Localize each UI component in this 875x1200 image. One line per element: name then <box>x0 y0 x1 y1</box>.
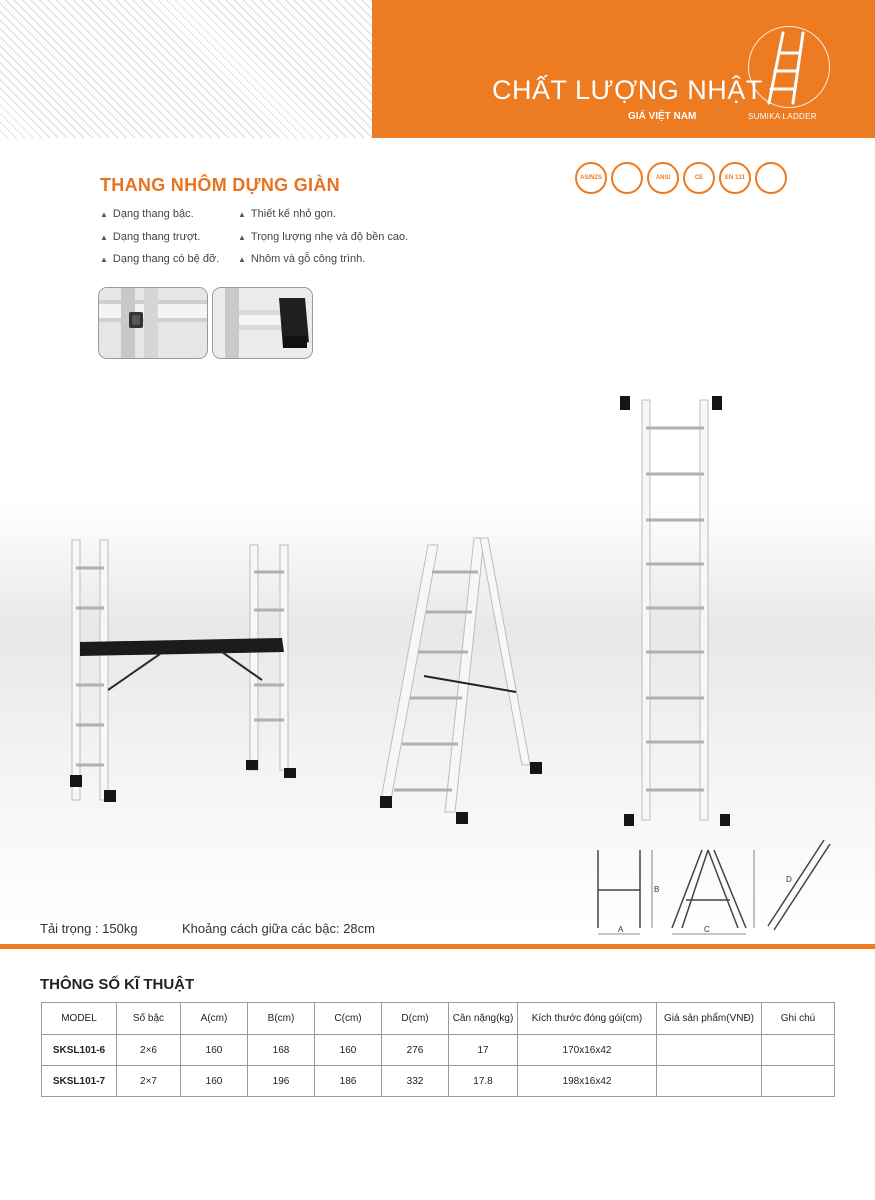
step-spacing: Khoảng cách giữa các bậc: 28cm <box>182 921 375 936</box>
table-cell: 17 <box>449 1035 518 1066</box>
ce-cert-icon: CE <box>683 162 715 194</box>
column-header: Giá sản phẩm(VNĐ) <box>657 1003 762 1035</box>
load-capacity: Tải trọng : 150kg <box>40 921 138 936</box>
asnzs-cert-icon: AS/NZS <box>575 162 607 194</box>
column-header: Số bậc <box>117 1003 181 1035</box>
triangle-bullet-icon: ▲ <box>100 233 108 242</box>
header-hatch-pattern <box>0 0 372 138</box>
table-cell: 160 <box>315 1035 382 1066</box>
dimension-label-a: A <box>618 925 624 934</box>
spec-table-heading: THÔNG SỐ KĨ THUẬT <box>40 976 195 993</box>
header-banner <box>372 0 875 138</box>
ansi-cert-icon: ANSI <box>647 162 679 194</box>
table-cell <box>762 1035 835 1066</box>
table-cell: 2×7 <box>117 1066 181 1097</box>
column-header: C(cm) <box>315 1003 382 1035</box>
table-cell: 332 <box>382 1066 449 1097</box>
table-cell: 198x16x42 <box>518 1066 657 1097</box>
table-cell <box>657 1035 762 1066</box>
triangle-bullet-icon: ▲ <box>100 210 108 219</box>
table-cell-model: SKSL101-7 <box>42 1066 117 1097</box>
table-cell: 2×6 <box>117 1035 181 1066</box>
column-header: A(cm) <box>181 1003 248 1035</box>
table-cell <box>762 1066 835 1097</box>
column-header: B(cm) <box>248 1003 315 1035</box>
ladder-logo-icon <box>757 27 821 105</box>
table-cell: 276 <box>382 1035 449 1066</box>
column-header: Kích thước đóng gói(cm) <box>518 1003 657 1035</box>
table-row <box>42 1035 835 1066</box>
feature-item: ▲ Dạng thang có bệ đỡ. <box>100 253 220 265</box>
table-cell: 168 <box>248 1035 315 1066</box>
column-header: D(cm) <box>382 1003 449 1035</box>
table-cell: 186 <box>315 1066 382 1097</box>
product-title: THANG NHÔM DỰNG GIÀN <box>100 175 340 195</box>
feature-item: ▲ Dạng thang bậc. <box>100 208 194 220</box>
column-header: Cân nặng(kg) <box>449 1003 518 1035</box>
table-cell: 196 <box>248 1066 315 1097</box>
feature-item: ▲ Thiết kế nhỏ gọn. <box>238 208 336 220</box>
table-cell <box>657 1066 762 1097</box>
sumika-logo <box>748 26 830 108</box>
triangle-bullet-icon: ▲ <box>238 210 246 219</box>
table-cell: 170x16x42 <box>518 1035 657 1066</box>
dimension-label-d: D <box>786 875 792 884</box>
en131-cert-icon: EN 131 <box>719 162 751 194</box>
dimension-diagram <box>590 828 840 940</box>
detail-thumbnail-foot <box>212 287 313 359</box>
cert-icon <box>755 162 787 194</box>
feature-item: ▲ Dạng thang trượt. <box>100 231 201 243</box>
banner-brand: SUMIKA LADDER <box>748 112 817 121</box>
table-row <box>42 1066 835 1097</box>
table-cell-model: SKSL101-6 <box>42 1035 117 1066</box>
triangle-bullet-icon: ▲ <box>238 233 246 242</box>
dimension-label-b: B <box>654 885 660 894</box>
column-header: Ghi chú <box>762 1003 835 1035</box>
column-header: MODEL <box>42 1003 117 1035</box>
orange-divider <box>0 944 875 949</box>
table-cell: 160 <box>181 1035 248 1066</box>
table-cell: 17.8 <box>449 1066 518 1097</box>
triangle-bullet-icon: ▲ <box>238 255 246 264</box>
table-header-row <box>42 1003 835 1035</box>
spec-table <box>41 1002 835 1097</box>
feature-item: ▲ Nhôm và gỗ công trình. <box>238 253 366 265</box>
cert-icon <box>611 162 643 194</box>
banner-subtitle: GIÁ VIỆT NAM <box>628 111 697 122</box>
feature-item: ▲ Trọng lượng nhẹ và độ bền cao. <box>238 231 409 243</box>
triangle-bullet-icon: ▲ <box>100 255 108 264</box>
dimension-label-c: C <box>704 925 710 934</box>
banner-title: CHẤT LƯỢNG NHẬT <box>492 75 763 105</box>
table-cell: 160 <box>181 1066 248 1097</box>
ladder-product-illustration <box>0 380 875 840</box>
detail-thumbnail-hinge <box>98 287 208 359</box>
